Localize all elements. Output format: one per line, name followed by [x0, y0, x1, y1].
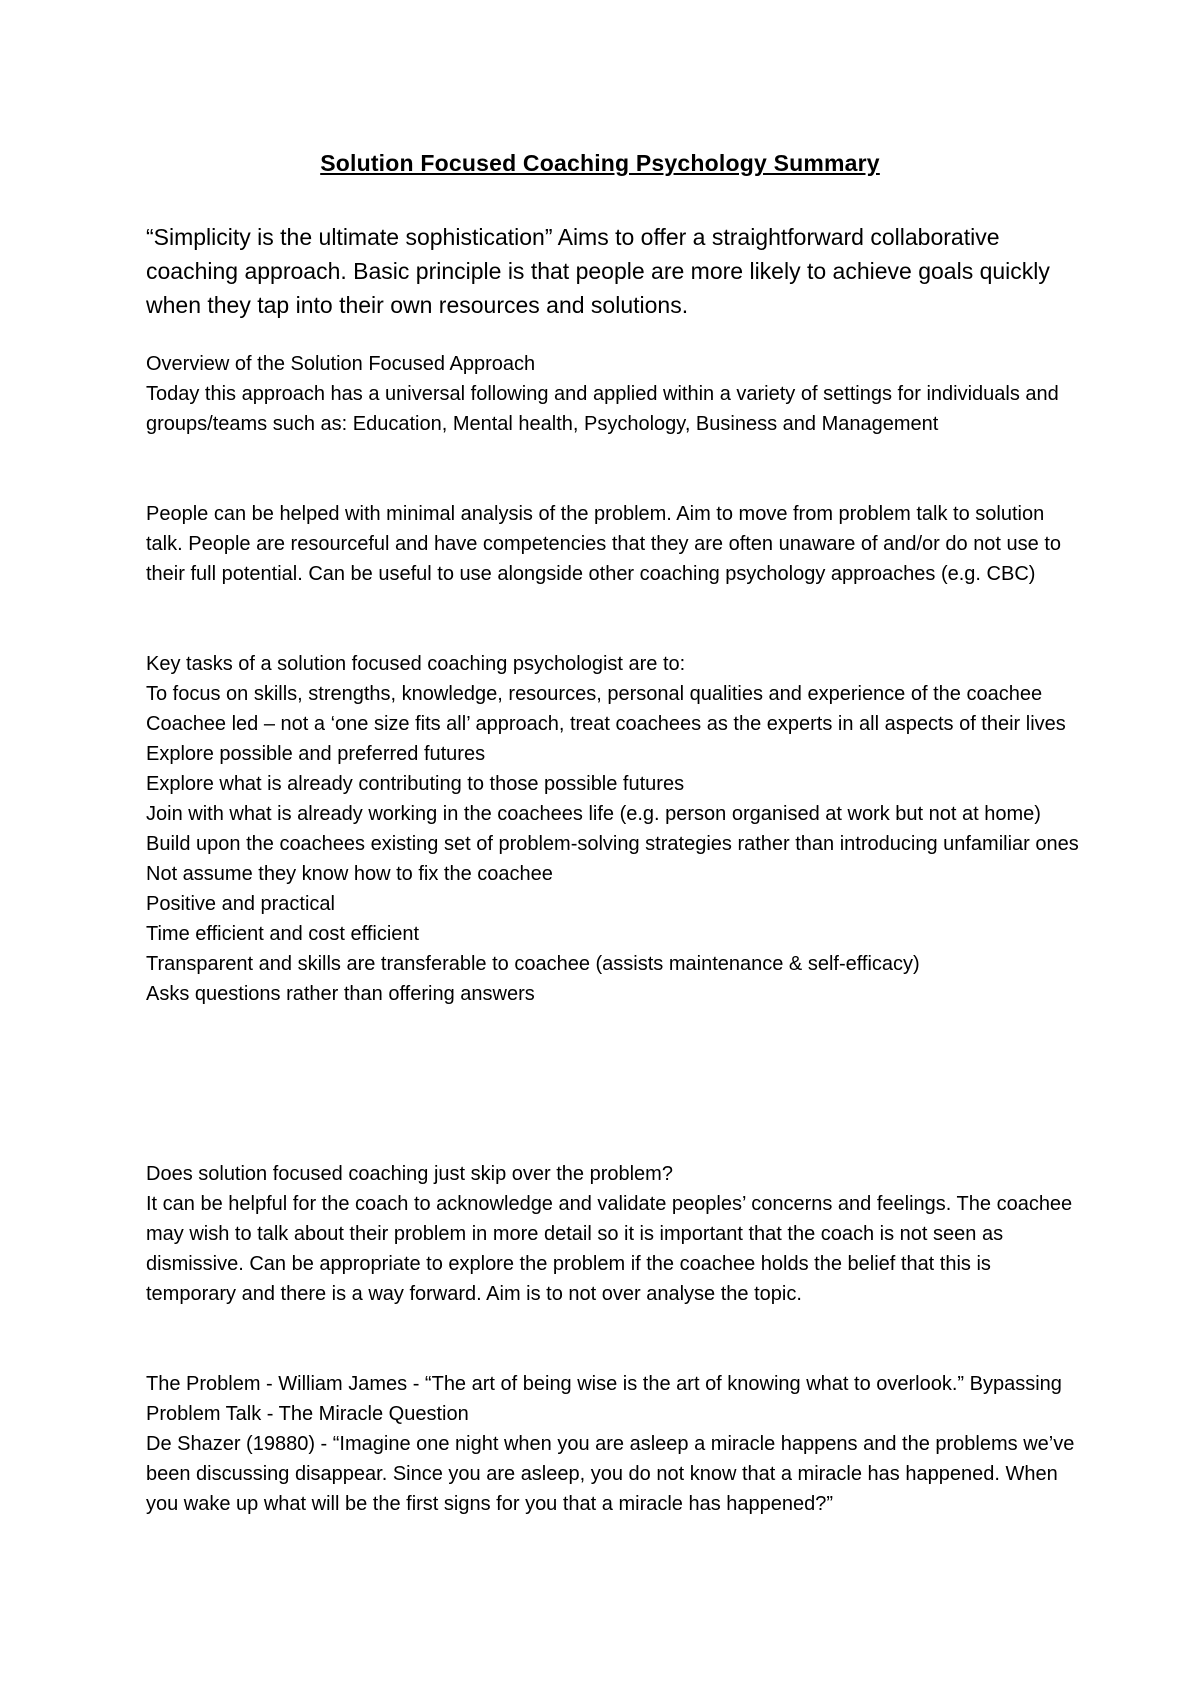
key-task-item: To focus on skills, strengths, knowledge, resources, personal qualities and experience of the coachee — [146, 683, 1043, 705]
key-task-item: Build upon the coachees existing set of problem-solving strategies rather than introducing unfamiliar ones — [146, 833, 1079, 855]
miracle-question-heading: The Problem - William James - “The art of being wise is the art of knowing what to overlook.” Bypassing Problem Talk - The Miracle Question — [146, 1373, 1062, 1425]
people-text: People can be helped with minimal analysis of the problem. Aim to move from problem talk to solution talk. People are resourceful and have competencies that they are often unaware of and/or do not use to their full potential. Can be useful to use alongside other coaching psychology approaches (e.g. CBC) — [146, 503, 1062, 585]
people-section — [146, 499, 1086, 589]
key-task-item: Positive and practical — [146, 893, 335, 915]
key-task-item: Coachee led – not a ‘one size fits all’ approach, treat coachees as the experts in all aspects of their lives — [146, 713, 1066, 735]
key-task-item: Not assume they know how to fix the coachee — [146, 863, 553, 885]
miracle-question-section — [146, 1369, 1086, 1519]
key-task-item: Asks questions rather than offering answers — [146, 983, 535, 1005]
document-title: Solution Focused Coaching Psychology Summary — [320, 150, 880, 176]
key-tasks-section — [146, 649, 1086, 1009]
intro-paragraph: “Simplicity is the ultimate sophistication” Aims to offer a straightforward collaborative coaching approach. Basic principle is that people are more likely to achieve goals quickly when they tap into their own resources and solutions. — [146, 224, 1050, 318]
skip-problem-section — [146, 1159, 1086, 1309]
key-task-item: Join with what is already working in the coachees life (e.g. person organised at work but not at home) — [146, 803, 1041, 825]
key-task-item: Time efficient and cost efficient — [146, 923, 420, 945]
overview-section — [146, 349, 1086, 439]
key-task-item: Explore possible and preferred futures — [146, 743, 486, 765]
miracle-question-text: De Shazer (19880) - “Imagine one night when you are asleep a miracle happens and the problems we’ve been discussing disappear. Since you are asleep, you do not know that a miracle has happened. When you wake up what will be the first signs for you that a miracle has happened?” — [146, 1433, 1075, 1515]
key-task-item: Explore what is already contributing to those possible futures — [146, 773, 685, 795]
key-task-item: Transparent and skills are transferable to coachee (assists maintenance & self-efficacy) — [146, 953, 920, 975]
overview-text: Today this approach has a universal following and applied within a variety of settings for individuals and groups/teams such as: Education, Mental health, Psychology, Business and Management — [146, 383, 1059, 435]
key-tasks-heading: Key tasks of a solution focused coaching psychologist are to: — [146, 653, 686, 675]
skip-problem-text: It can be helpful for the coach to acknowledge and validate peoples’ concerns and feelings. The coachee may wish to talk about their problem in more detail so it is important that the coach is not seen as dismissive. Can be appropriate to explore the problem if the coachee holds the belief that this is temporary and there is a way forward. Aim is to not over analyse the topic. — [146, 1193, 1073, 1305]
overview-heading: Overview of the Solution Focused Approach — [146, 353, 536, 375]
skip-problem-heading: Does solution focused coaching just skip over the problem? — [146, 1163, 673, 1185]
